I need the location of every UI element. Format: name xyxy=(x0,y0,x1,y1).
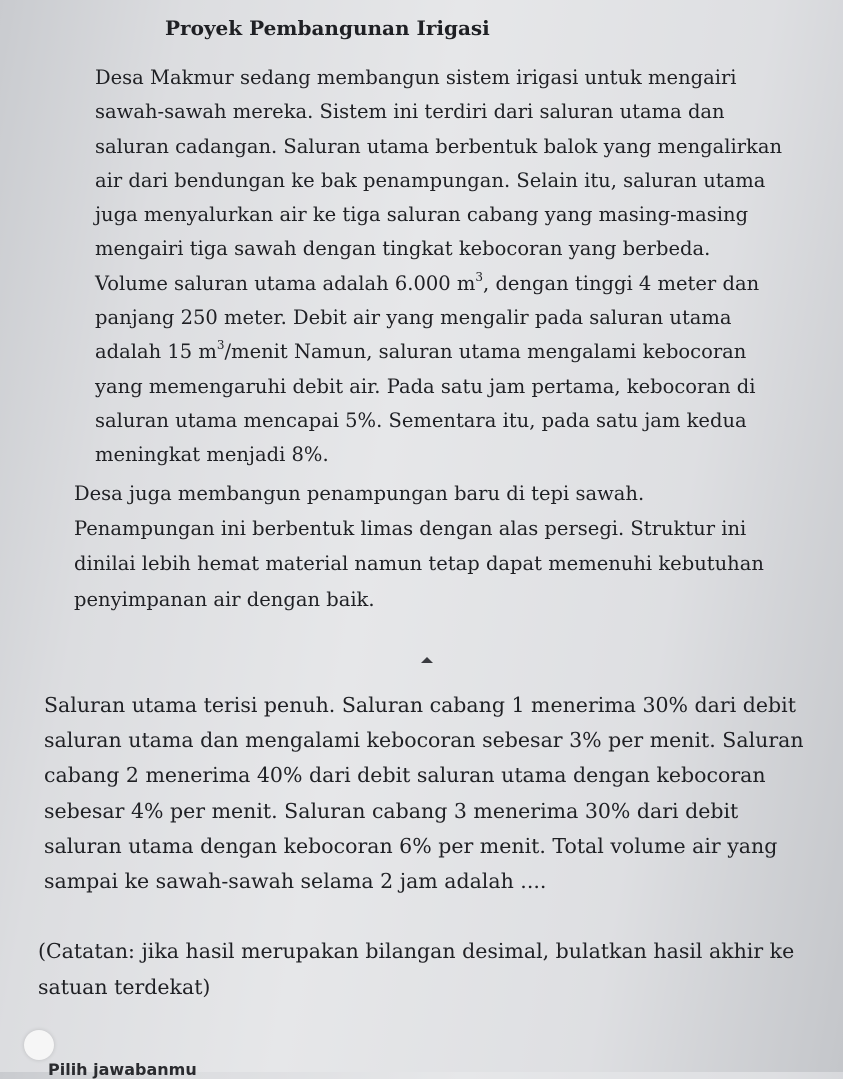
story-paragraph-1 xyxy=(95,61,785,473)
story-text-part-1: Desa Makmur sedang membangun sistem irigasi untuk mengairi sawah-sawah mereka. Sistem ini terdiri dari saluran utama dan saluran cadangan. Saluran utama berbentuk balok yang mengalirkan air dari bendungan ke bak penampungan. Selain itu, saluran utama juga menyalurkan air ke tiga saluran cabang yang masing-masing mengairi tiga sawah dengan tingkat kebocoran yang berbeda. Volume saluran utama adalah xyxy=(95,66,783,295)
choose-answer-label: Pilih jawabanmu xyxy=(48,1060,197,1079)
volume-exponent: 3 xyxy=(475,269,484,284)
story-text-part-2: , dengan tinggi 4 meter dan panjang 250 meter. Debit air yang mengalir pada saluran utama adalah xyxy=(95,271,760,364)
question-text: Saluran utama terisi penuh. Saluran cabang 1 menerima 30% dari debit saluran utama dan mengalami kebocoran sebesar 3% per menit. Saluran cabang 2 menerima 40% dari debit saluran utama dengan kebocoran sebesar 4% per menit. Saluran cabang 3 menerima 30% dari debit saluran utama dengan kebocoran 6% per menit. Total volume air yang sampai ke sawah-sawah selama 2 jam adalah .... xyxy=(44,693,804,894)
answer-option-radio[interactable] xyxy=(24,1030,54,1060)
story-paragraph-2: Desa juga membangun penampungan baru di tepi sawah. Penampungan ini berbentuk limas dengan alas persegi. Struktur ini dinilai lebih hemat material namun tetap dapat memenuhi kebutuhan penyimpanan air dengan baik. xyxy=(74,482,764,611)
volume-value: 6.000 m xyxy=(394,271,476,295)
story-text-part-3: /menit Namun, saluran utama mengalami kebocoran yang memengaruhi debit air. Pada satu jam pertama, kebocoran di saluran utama mencapai 5%. Sementara itu, pada satu jam kedua meningkat menjadi 8%. xyxy=(95,340,756,467)
page-title: Proyek Pembangunan Irigasi xyxy=(165,16,490,40)
debit-exponent: 3 xyxy=(216,338,225,353)
chevron-up-icon[interactable] xyxy=(420,655,434,665)
debit-value: 15 m xyxy=(167,340,217,364)
note-text: (Catatan: jika hasil merupakan bilangan desimal, bulatkan hasil akhir ke satuan terdekat) xyxy=(38,939,795,999)
